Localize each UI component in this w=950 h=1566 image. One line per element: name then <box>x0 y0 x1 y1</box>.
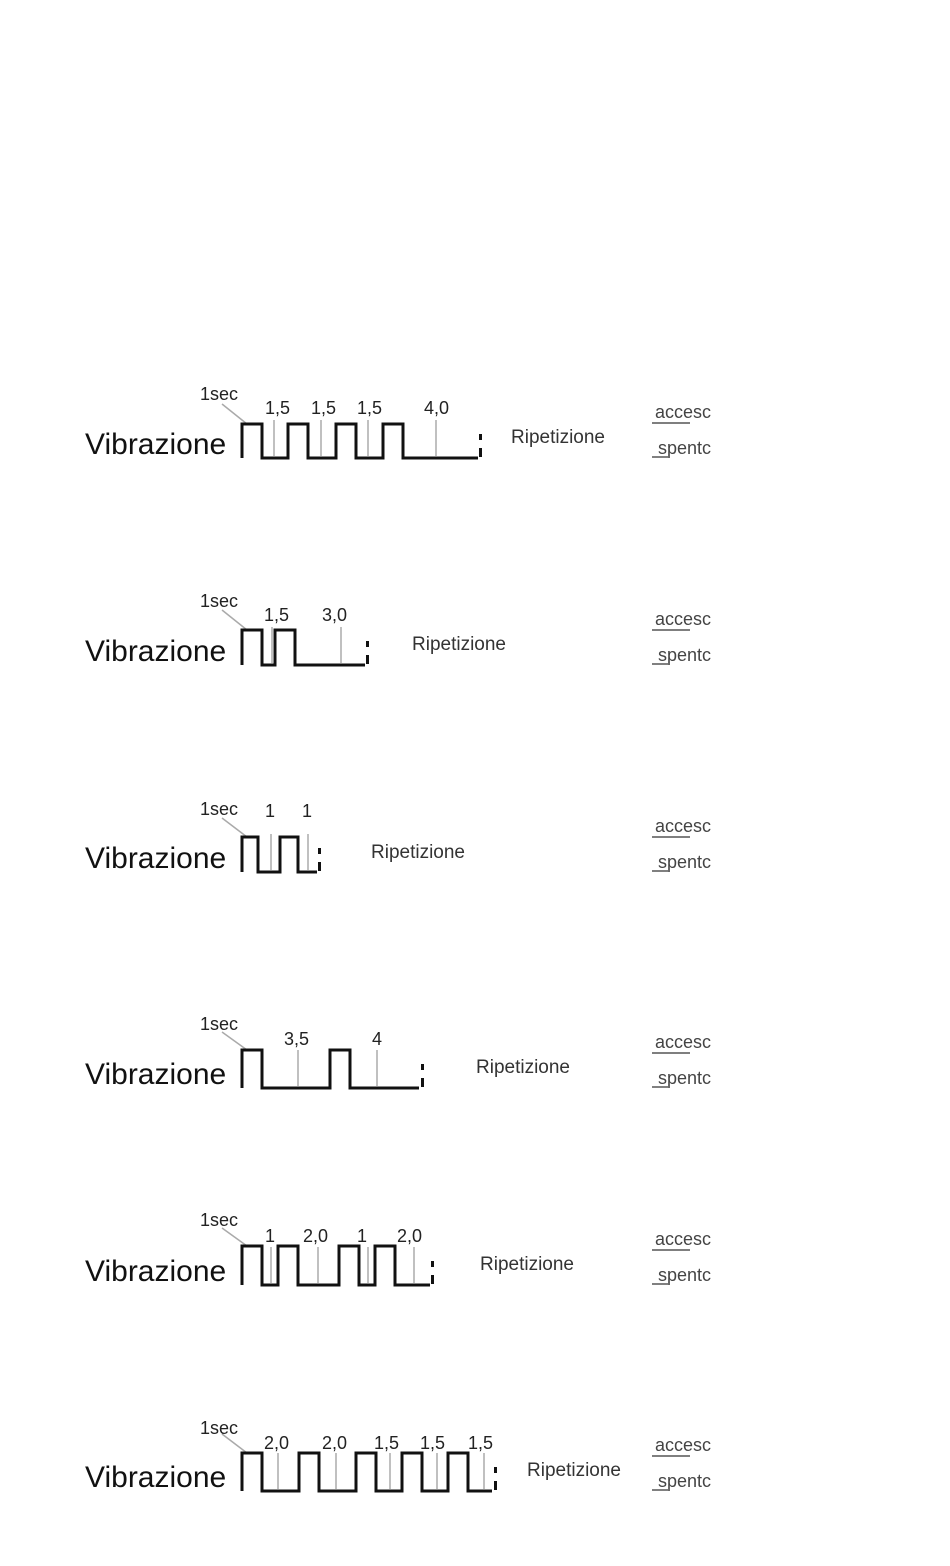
repeat-marker-dot <box>366 655 369 664</box>
vibration-pattern-row <box>85 1418 711 1494</box>
interval-duration-label: 2,0 <box>264 1433 290 1453</box>
interval-duration-label: 1,5 <box>420 1433 446 1453</box>
repeat-label: Ripetizione <box>476 1057 570 1078</box>
start-duration-label: 1sec <box>200 1210 239 1230</box>
repeat-marker-dot <box>431 1261 434 1267</box>
legend-off-label: spentc <box>658 852 712 872</box>
pattern-title: Vibrazione <box>85 842 227 875</box>
start-leader-line <box>222 610 247 630</box>
repeat-marker-dot <box>431 1275 434 1284</box>
repeat-marker-dot <box>421 1078 424 1087</box>
repeat-marker-dot <box>494 1481 497 1490</box>
start-duration-label: 1sec <box>200 384 239 404</box>
legend-off-label: spentc <box>658 1068 712 1088</box>
legend-on-label: accesc <box>655 402 712 422</box>
repeat-marker-dot <box>366 641 369 647</box>
legend-on-label: accesc <box>655 1032 712 1052</box>
legend-on-label: accesc <box>655 609 712 629</box>
pattern-title: Vibrazione <box>85 1461 227 1494</box>
legend-on-label: accesc <box>655 816 712 836</box>
repeat-label: Ripetizione <box>371 842 465 863</box>
start-duration-label: 1sec <box>200 1418 239 1438</box>
interval-duration-label: 1,5 <box>264 605 290 625</box>
legend-off-label: spentc <box>658 438 712 458</box>
interval-duration-label: 1,5 <box>357 398 383 418</box>
vibration-pattern-row <box>85 591 711 668</box>
vibration-pattern-row <box>85 1014 711 1091</box>
interval-duration-label: 1 <box>302 801 313 821</box>
interval-duration-label: 1 <box>265 1226 276 1246</box>
interval-duration-label: 2,0 <box>322 1433 348 1453</box>
interval-duration-label: 1,5 <box>311 398 337 418</box>
legend-off-label: spentc <box>658 645 712 665</box>
repeat-marker-dot <box>479 448 482 457</box>
vibration-waveform <box>242 630 365 665</box>
interval-duration-label: 1,5 <box>265 398 291 418</box>
vibration-waveform <box>242 1453 492 1491</box>
vibration-waveform <box>242 1050 419 1088</box>
start-duration-label: 1sec <box>200 1014 239 1034</box>
interval-duration-label: 1 <box>357 1226 368 1246</box>
repeat-marker-dot <box>494 1467 497 1473</box>
repeat-marker-dot <box>318 862 321 871</box>
start-leader-line <box>222 404 247 424</box>
interval-duration-label: 1,5 <box>374 1433 400 1453</box>
vibration-pattern-row <box>85 384 711 461</box>
repeat-marker-dot <box>421 1064 424 1070</box>
legend-on-label: accesc <box>655 1435 712 1455</box>
interval-duration-label: 3,0 <box>322 605 348 625</box>
start-leader-line <box>222 1032 247 1050</box>
interval-duration-label: 3,5 <box>284 1029 310 1049</box>
repeat-label: Ripetizione <box>511 427 605 448</box>
vibration-pattern-row <box>85 799 711 875</box>
vibration-waveform <box>242 424 478 458</box>
interval-duration-label: 2,0 <box>397 1226 423 1246</box>
pattern-title: Vibrazione <box>85 1058 227 1091</box>
repeat-label: Ripetizione <box>527 1460 621 1481</box>
legend-on-label: accesc <box>655 1229 712 1249</box>
pattern-title: Vibrazione <box>85 635 227 668</box>
repeat-label: Ripetizione <box>412 634 506 655</box>
start-leader-line <box>222 1228 247 1246</box>
interval-duration-label: 1,5 <box>468 1433 494 1453</box>
legend-off-label: spentc <box>658 1471 712 1491</box>
vibration-waveform <box>242 1246 430 1285</box>
interval-duration-label: 1 <box>265 801 276 821</box>
interval-duration-label: 4,0 <box>424 398 450 418</box>
pattern-title: Vibrazione <box>85 1255 227 1288</box>
start-duration-label: 1sec <box>200 591 239 611</box>
legend-off-label: spentc <box>658 1265 712 1285</box>
repeat-marker-dot <box>318 848 321 854</box>
interval-duration-label: 4 <box>372 1029 383 1049</box>
pattern-title: Vibrazione <box>85 428 227 461</box>
vibration-pattern-row <box>85 1210 711 1288</box>
interval-duration-label: 2,0 <box>303 1226 329 1246</box>
vibration-waveform <box>242 837 317 872</box>
repeat-marker-dot <box>479 434 482 440</box>
start-leader-line <box>222 818 247 837</box>
start-duration-label: 1sec <box>200 799 239 819</box>
repeat-label: Ripetizione <box>480 1254 574 1275</box>
